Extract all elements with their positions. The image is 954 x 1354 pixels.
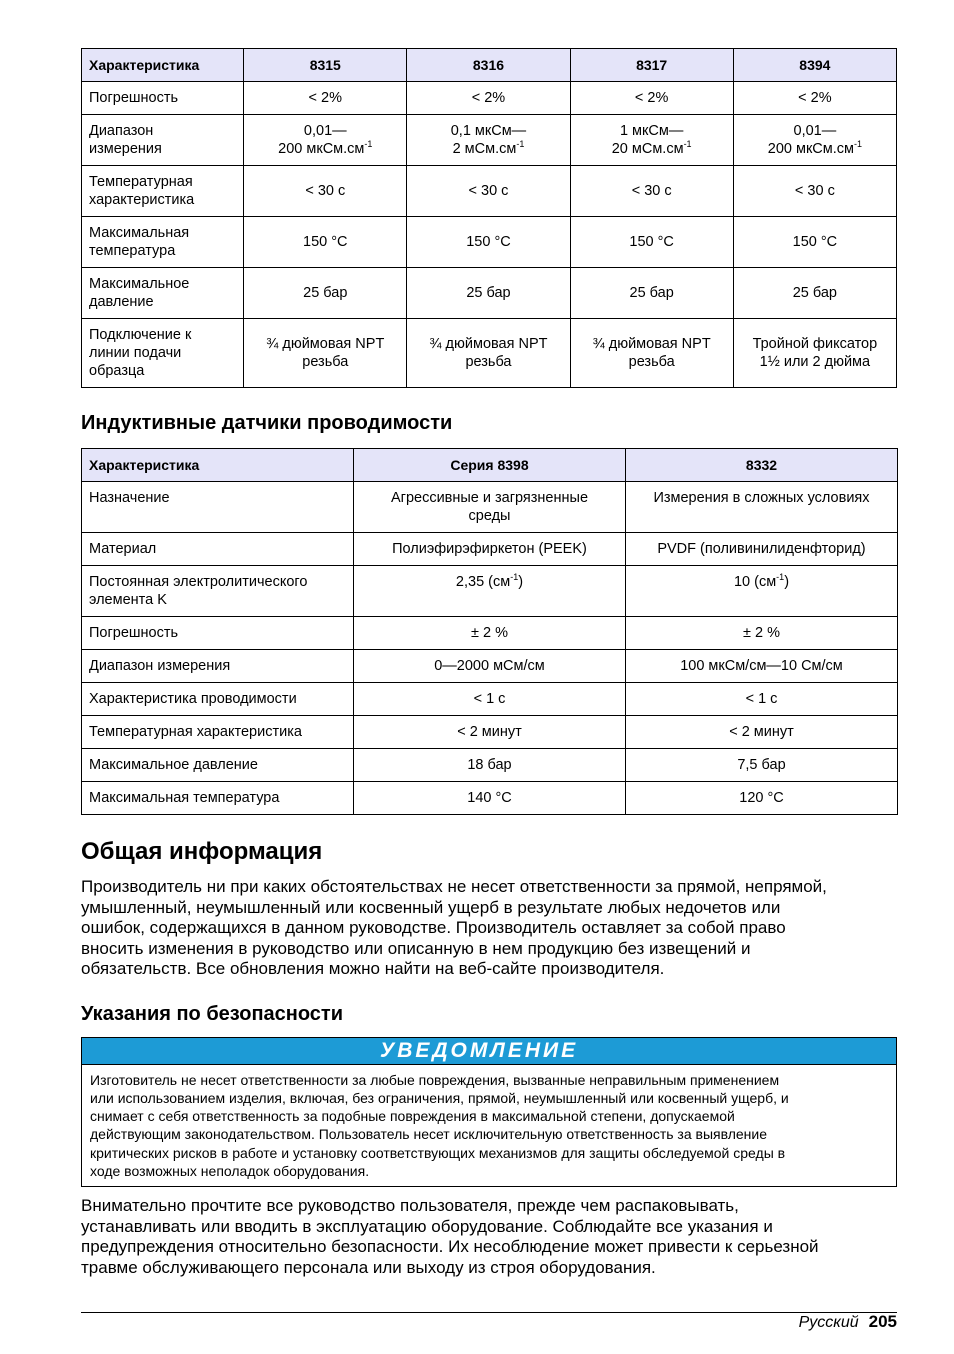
- row-label: Погрешность: [82, 617, 354, 650]
- table-cell: 1 мкСм— 20 $мСм.см^{-1}$: [570, 115, 733, 166]
- table-row: [82, 617, 898, 650]
- column-header: 8315: [244, 49, 407, 82]
- table-cell: 150 °C: [570, 217, 733, 268]
- table-cell: < 1 с: [626, 683, 898, 716]
- inductive-sensors-table: [81, 448, 898, 815]
- page-number: 205: [868, 1312, 897, 1331]
- footer-language: Русский: [798, 1314, 859, 1331]
- table-cell: < 2%: [733, 82, 896, 115]
- table-header-row: [82, 49, 897, 82]
- table-cell: Агрессивные и загрязненные среды: [354, 482, 626, 533]
- table-cell: 150 °C: [244, 217, 407, 268]
- row-label: Максимальное давление: [82, 268, 244, 319]
- table-cell: < 2 минут: [354, 716, 626, 749]
- row-label: Подключение к линии подачи образца: [82, 319, 244, 388]
- table-row: [82, 482, 898, 533]
- table-cell: ¾ дюймовая NPT резьба: [570, 319, 733, 388]
- table-cell: 0,01— 200 $мкСм.см^{-1}$: [244, 115, 407, 166]
- table-cell: 7,5 бар: [626, 749, 898, 782]
- safety-paragraph: Внимательно прочтите все руководство пользователя, прежде чем распаковывать, устанавливать или вводить в эксплуатацию оборудование. Соблюдайте все указания и предупреждения относительно безопасности. Их несоблюдение может привести к серьезной травме обслуживающего персонала или выходу из строя оборудования.: [81, 1196, 819, 1277]
- table-cell: PVDF (поливинилиденфторид): [626, 533, 898, 566]
- table-cell: ± 2 %: [626, 617, 898, 650]
- contacting-sensors-table: [81, 48, 897, 388]
- row-label: Максимальная температура: [82, 782, 354, 815]
- page-content: [81, 47, 897, 1278]
- table-cell: ¾ дюймовая NPT резьба: [244, 319, 407, 388]
- column-header: Серия 8398: [354, 449, 626, 482]
- footer-divider: [81, 1312, 897, 1313]
- table-cell: 100 мкСм/см—10 См/см: [626, 650, 898, 683]
- row-label: Максимальная температура: [82, 217, 244, 268]
- table-cell: Тройной фиксатор 1½ или 2 дюйма: [733, 319, 896, 388]
- table-cell: 10 $(см^{-1})$: [626, 566, 898, 617]
- table-cell: 120 °C: [626, 782, 898, 815]
- section-heading-general: Общая информация: [81, 838, 323, 865]
- table-cell: 150 °C: [733, 217, 896, 268]
- table-row: [82, 115, 897, 166]
- table-row: [82, 749, 898, 782]
- column-header: 8394: [733, 49, 896, 82]
- table-row: [82, 166, 897, 217]
- table-cell: < 30 с: [733, 166, 896, 217]
- table-cell: 25 бар: [407, 268, 570, 319]
- table-cell: 18 бар: [354, 749, 626, 782]
- general-paragraph: Производитель ни при каких обстоятельствах не несет ответственности за прямой, непрямой, умышленный, неумышленный или косвенный ущерб в результате любых недочетов или ошибок, содержащихся в данном руководстве. Производитель оставляет за собой право вносить изменения в руководство или описанную в нем продукцию без извещений и обязательств. Все обновления можно найти на веб-сайте производителя.: [81, 877, 827, 978]
- table-header-row: [82, 449, 898, 482]
- row-label: Диапазон измерения: [82, 650, 354, 683]
- table-cell: 0,01— 200 $мкСм.см^{-1}$: [733, 115, 896, 166]
- row-label: Характеристика проводимости: [82, 683, 354, 716]
- column-header: Характеристика: [82, 449, 354, 482]
- table-row: [82, 217, 897, 268]
- table-cell: 0,1 мкСм— 2 $мСм.см^{-1}$: [407, 115, 570, 166]
- column-header: 8332: [626, 449, 898, 482]
- table-row: [82, 82, 897, 115]
- table-row: [82, 319, 897, 388]
- table-cell: < 30 с: [407, 166, 570, 217]
- table-cell: < 30 с: [570, 166, 733, 217]
- table-cell: 25 бар: [244, 268, 407, 319]
- notice-title: УВЕДОМЛЕНИЕ: [82, 1038, 896, 1064]
- column-header: 8316: [407, 49, 570, 82]
- table-cell: < 2 минут: [626, 716, 898, 749]
- table-cell: ¾ дюймовая NPT резьба: [407, 319, 570, 388]
- table-row: [82, 716, 898, 749]
- row-label: Максимальное давление: [82, 749, 354, 782]
- table-cell: 25 бар: [570, 268, 733, 319]
- table-cell: < 30 с: [244, 166, 407, 217]
- table-cell: < 1 с: [354, 683, 626, 716]
- table-row: [82, 650, 898, 683]
- table-row: [82, 566, 898, 617]
- table-cell: < 2%: [407, 82, 570, 115]
- notice-text: Изготовитель не несет ответственности за любые повреждения, вызванные неправильным применением или использованием изделия, включая, без ограничения, прямой, неумышленный или косвенный ущерб, и снимает с себя ответственность за подобные повреждения в максимальной степени, допускаемой действующим законодательством. Пользователь несет исключительную ответственность за выявление критических рисков в работе и установку соответствующих механизмов для защиты обследуемой среды в ходе возможных неполадок оборудования.: [82, 1064, 896, 1187]
- table-row: [82, 683, 898, 716]
- table-row: [82, 268, 897, 319]
- row-label: Температурная характеристика: [82, 166, 244, 217]
- row-label: Температурная характеристика: [82, 716, 354, 749]
- column-header: 8317: [570, 49, 733, 82]
- table-cell: 25 бар: [733, 268, 896, 319]
- table-cell: < 2%: [244, 82, 407, 115]
- table-cell: ± 2 %: [354, 617, 626, 650]
- table-cell: 2,35 $(см^{-1})$: [354, 566, 626, 617]
- table-row: [82, 533, 898, 566]
- table-cell: < 2%: [570, 82, 733, 115]
- table-cell: Измерения в сложных условиях: [626, 482, 898, 533]
- row-label: Постоянная электролитического элемента K: [82, 566, 354, 617]
- page-footer: [799, 1312, 897, 1333]
- column-header: Характеристика: [82, 49, 244, 82]
- table-cell: 0—2000 мСм/см: [354, 650, 626, 683]
- row-label: Диапазон измерения: [82, 115, 244, 166]
- table-row: [82, 782, 898, 815]
- row-label: Погрешность: [82, 82, 244, 115]
- table-cell: 140 °C: [354, 782, 626, 815]
- row-label: Материал: [82, 533, 354, 566]
- section-heading-safety: Указания по безопасности: [81, 1002, 344, 1025]
- table-cell: Полиэфирэфиркетон (PEEK): [354, 533, 626, 566]
- notice-box: [81, 1037, 897, 1188]
- section-heading-inductive: Индуктивные датчики проводимости: [81, 412, 453, 434]
- table-cell: 150 °C: [407, 217, 570, 268]
- row-label: Назначение: [82, 482, 354, 533]
